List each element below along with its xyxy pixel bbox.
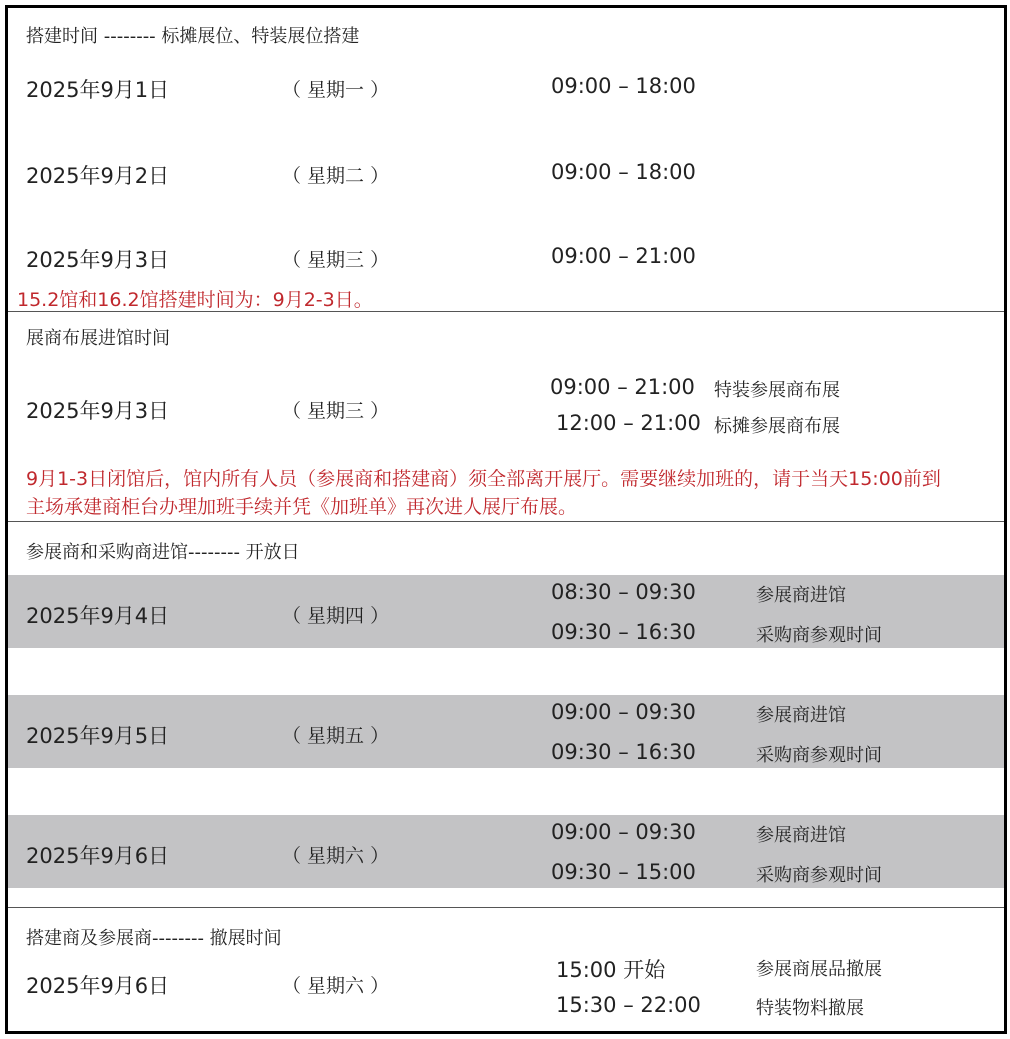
divider <box>8 311 1004 312</box>
open-day-row-3 <box>8 815 1004 888</box>
open-time-1a: 08:30 – 09:30 <box>551 580 696 604</box>
section-header-build: 搭建时间 -------- 标摊展位、特装展位搭建 <box>26 26 360 47</box>
setup-note-line-2: 主场承建商柜台办理加班手续并凭《加班单》再次进人展厅布展。 <box>26 496 578 518</box>
open-time-3b: 09:30 – 15:00 <box>551 860 696 884</box>
build-weekday-1: （ 星期一 ） <box>282 79 390 101</box>
open-time-2b: 09:30 – 16:30 <box>551 740 696 764</box>
divider <box>8 521 1004 522</box>
teardown-label-2: 特装物料撤展 <box>756 998 864 1019</box>
open-label-1a: 参展商进馆 <box>756 585 846 606</box>
section-header-open-days: 参展商和采购商进馆-------- 开放日 <box>26 542 300 563</box>
setup-note-line-1: 9月1-3日闭馆后，馆内所有人员（参展商和搭建商）须全部离开展厅。需要继续加班的，请于当天15:00前到 <box>26 468 941 490</box>
open-label-3b: 采购商参观时间 <box>756 865 882 886</box>
open-weekday-1: （ 星期四 ） <box>282 605 390 627</box>
setup-label-2: 标摊参展商布展 <box>714 416 840 437</box>
setup-label-1: 特装参展商布展 <box>714 380 840 401</box>
teardown-time-1: 15:00 开始 <box>556 958 666 982</box>
open-day-row-2 <box>8 695 1004 768</box>
build-date-2: 2025年9月2日 <box>26 164 170 188</box>
build-weekday-2: （ 星期二 ） <box>282 165 390 187</box>
teardown-date: 2025年9月6日 <box>26 974 170 998</box>
schedule-table <box>5 5 1007 1034</box>
build-note: 15.2馆和16.2馆搭建时间为：9月2-3日。 <box>17 289 373 311</box>
open-date-3: 2025年9月6日 <box>26 844 170 868</box>
open-weekday-2: （ 星期五 ） <box>282 725 390 747</box>
section-header-setup: 展商布展进馆时间 <box>26 328 170 349</box>
build-date-1: 2025年9月1日 <box>26 78 170 102</box>
setup-date: 2025年9月3日 <box>26 399 170 423</box>
open-date-2: 2025年9月5日 <box>26 724 170 748</box>
open-time-3a: 09:00 – 09:30 <box>551 820 696 844</box>
open-label-1b: 采购商参观时间 <box>756 625 882 646</box>
build-time-3: 09:00 – 21:00 <box>551 244 696 268</box>
setup-weekday: （ 星期三 ） <box>282 400 390 422</box>
open-weekday-3: （ 星期六 ） <box>282 845 390 867</box>
teardown-weekday: （ 星期六 ） <box>282 975 390 997</box>
build-time-2: 09:00 – 18:00 <box>551 160 696 184</box>
section-header-teardown: 搭建商及参展商-------- 撤展时间 <box>26 928 282 949</box>
build-date-3: 2025年9月3日 <box>26 248 170 272</box>
open-day-row-1 <box>8 575 1004 648</box>
build-weekday-3: （ 星期三 ） <box>282 249 390 271</box>
open-label-2a: 参展商进馆 <box>756 705 846 726</box>
open-time-1b: 09:30 – 16:30 <box>551 620 696 644</box>
setup-time-1: 09:00 – 21:00 <box>550 375 695 399</box>
divider <box>8 907 1004 908</box>
open-date-1: 2025年9月4日 <box>26 604 170 628</box>
open-label-2b: 采购商参观时间 <box>756 745 882 766</box>
teardown-time-2: 15:30 – 22:00 <box>556 993 701 1017</box>
open-label-3a: 参展商进馆 <box>756 825 846 846</box>
setup-time-2: 12:00 – 21:00 <box>556 411 701 435</box>
teardown-label-1: 参展商展品撤展 <box>756 959 882 980</box>
build-time-1: 09:00 – 18:00 <box>551 74 696 98</box>
open-time-2a: 09:00 – 09:30 <box>551 700 696 724</box>
